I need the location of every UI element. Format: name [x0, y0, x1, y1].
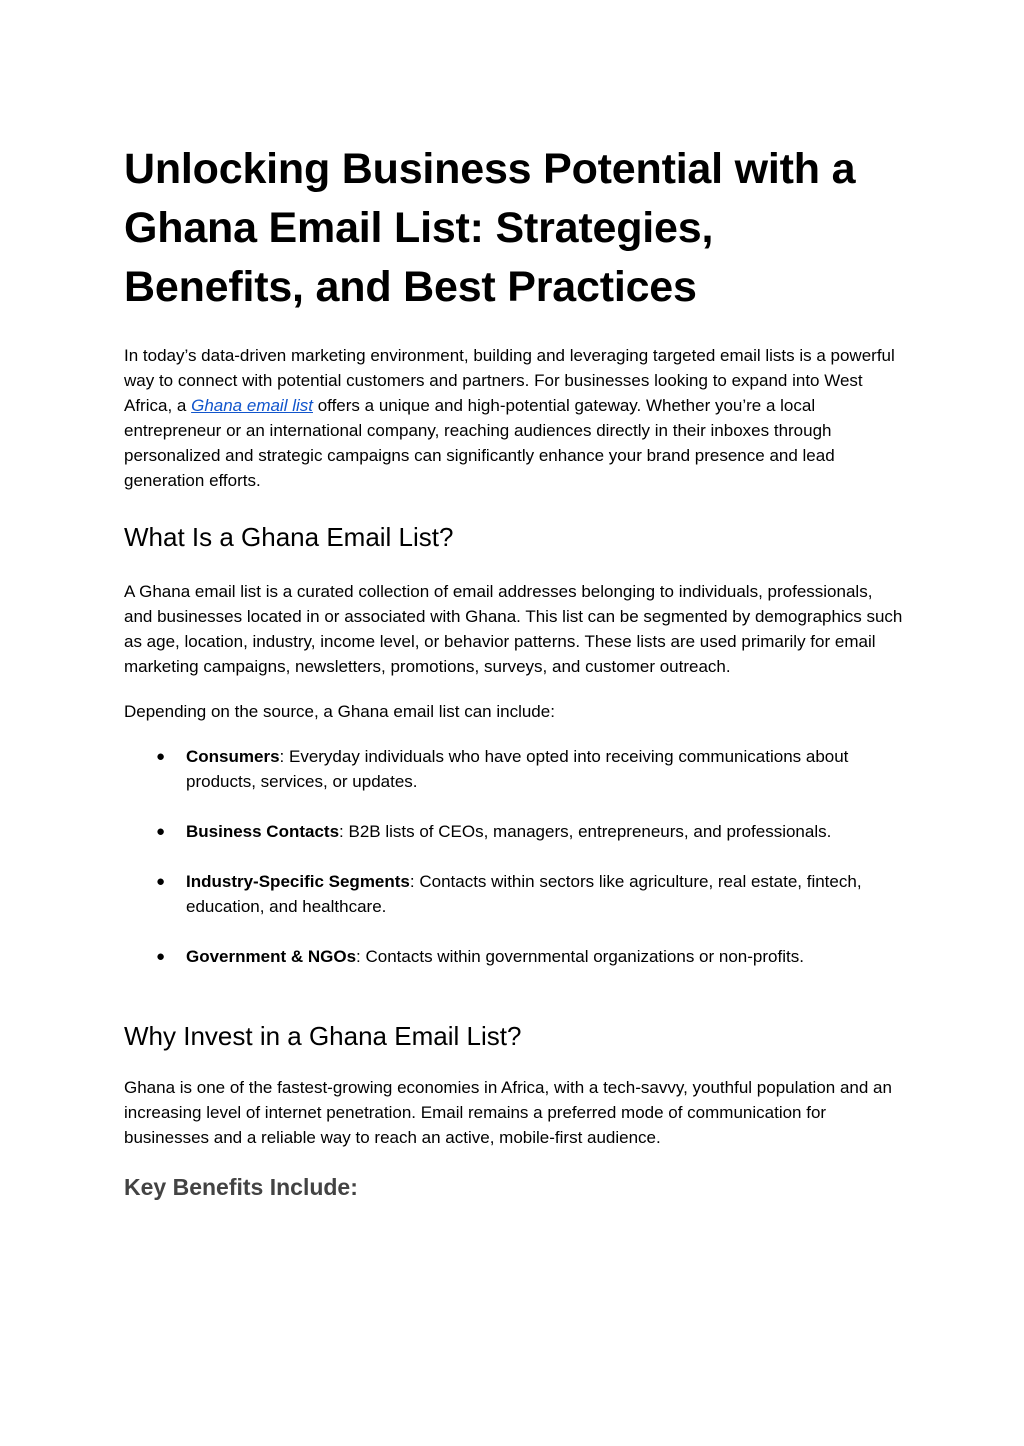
list-item-term: Industry-Specific Segments	[186, 872, 410, 891]
intro-paragraph	[124, 343, 904, 493]
bullet-icon: ●	[156, 823, 166, 840]
bullet-icon: ●	[156, 748, 166, 765]
list-item-term: Government & NGOs	[186, 947, 357, 966]
list-item-description: : Contacts within sectors like agriculture, real estate, fintech, education, and healthcare.	[186, 872, 862, 916]
list-item-description: : B2B lists of CEOs, managers, entrepreneurs, and professionals.	[339, 822, 832, 841]
bullet-icon: ●	[156, 948, 166, 965]
list-item-industry-segments	[124, 869, 904, 919]
bullet-icon: ●	[156, 873, 166, 890]
section-heading-what: What Is a Ghana Email List?	[124, 522, 454, 552]
list-item-government-ngos	[124, 944, 904, 969]
why-paragraph: Ghana is one of the fastest-growing economies in Africa, with a tech-savvy, youthful population and an increasing level of internet penetration. Email remains a preferred mode of communication for businesses and a reliable way to reach an active, mobile-first audience.	[124, 1078, 892, 1147]
list-item-consumers	[124, 744, 904, 794]
list-item-term: Consumers	[186, 747, 280, 766]
depending-paragraph: Depending on the source, a Ghana email list can include:	[124, 702, 555, 721]
document-title: Unlocking Business Potential with a Ghana Email List: Strategies, Benefits, and Best Practices	[124, 145, 856, 311]
intro-text-before-link: In today’s data-driven marketing environment, building and leveraging targeted email lists is a powerful way to connect with potential customers and partners. For businesses looking to expand into West Africa, a	[124, 346, 895, 415]
intro-text-after-link: offers a unique and high-potential gateway. Whether you’re a local entrepreneur or an international company, reaching audiences directly in their inboxes through personalized and strategic campaigns can significantly enhance your brand presence and lead generation efforts.	[124, 396, 835, 490]
list-types	[124, 744, 904, 969]
list-item-term: Business Contacts	[186, 822, 340, 841]
list-item-business-contacts	[124, 819, 904, 844]
document-page	[124, 140, 904, 1202]
list-item-description: : Contacts within governmental organizations or non-profits.	[356, 947, 804, 966]
ghana-email-list-link[interactable]: Ghana email list	[191, 396, 313, 415]
list-item-description: : Everyday individuals who have opted into receiving communications about products, services, or updates.	[186, 747, 849, 791]
key-benefits-subheading: Key Benefits Include:	[124, 1174, 358, 1200]
section-heading-why: Why Invest in a Ghana Email List?	[124, 1021, 522, 1051]
definition-paragraph: A Ghana email list is a curated collection of email addresses belonging to individuals, professionals, and businesses located in or associated with Ghana. This list can be segmented by demographics such as age, location, industry, income level, or behavior patterns. These lists are used primarily for email marketing campaigns, newsletters, promotions, surveys, and customer outreach.	[124, 582, 903, 676]
